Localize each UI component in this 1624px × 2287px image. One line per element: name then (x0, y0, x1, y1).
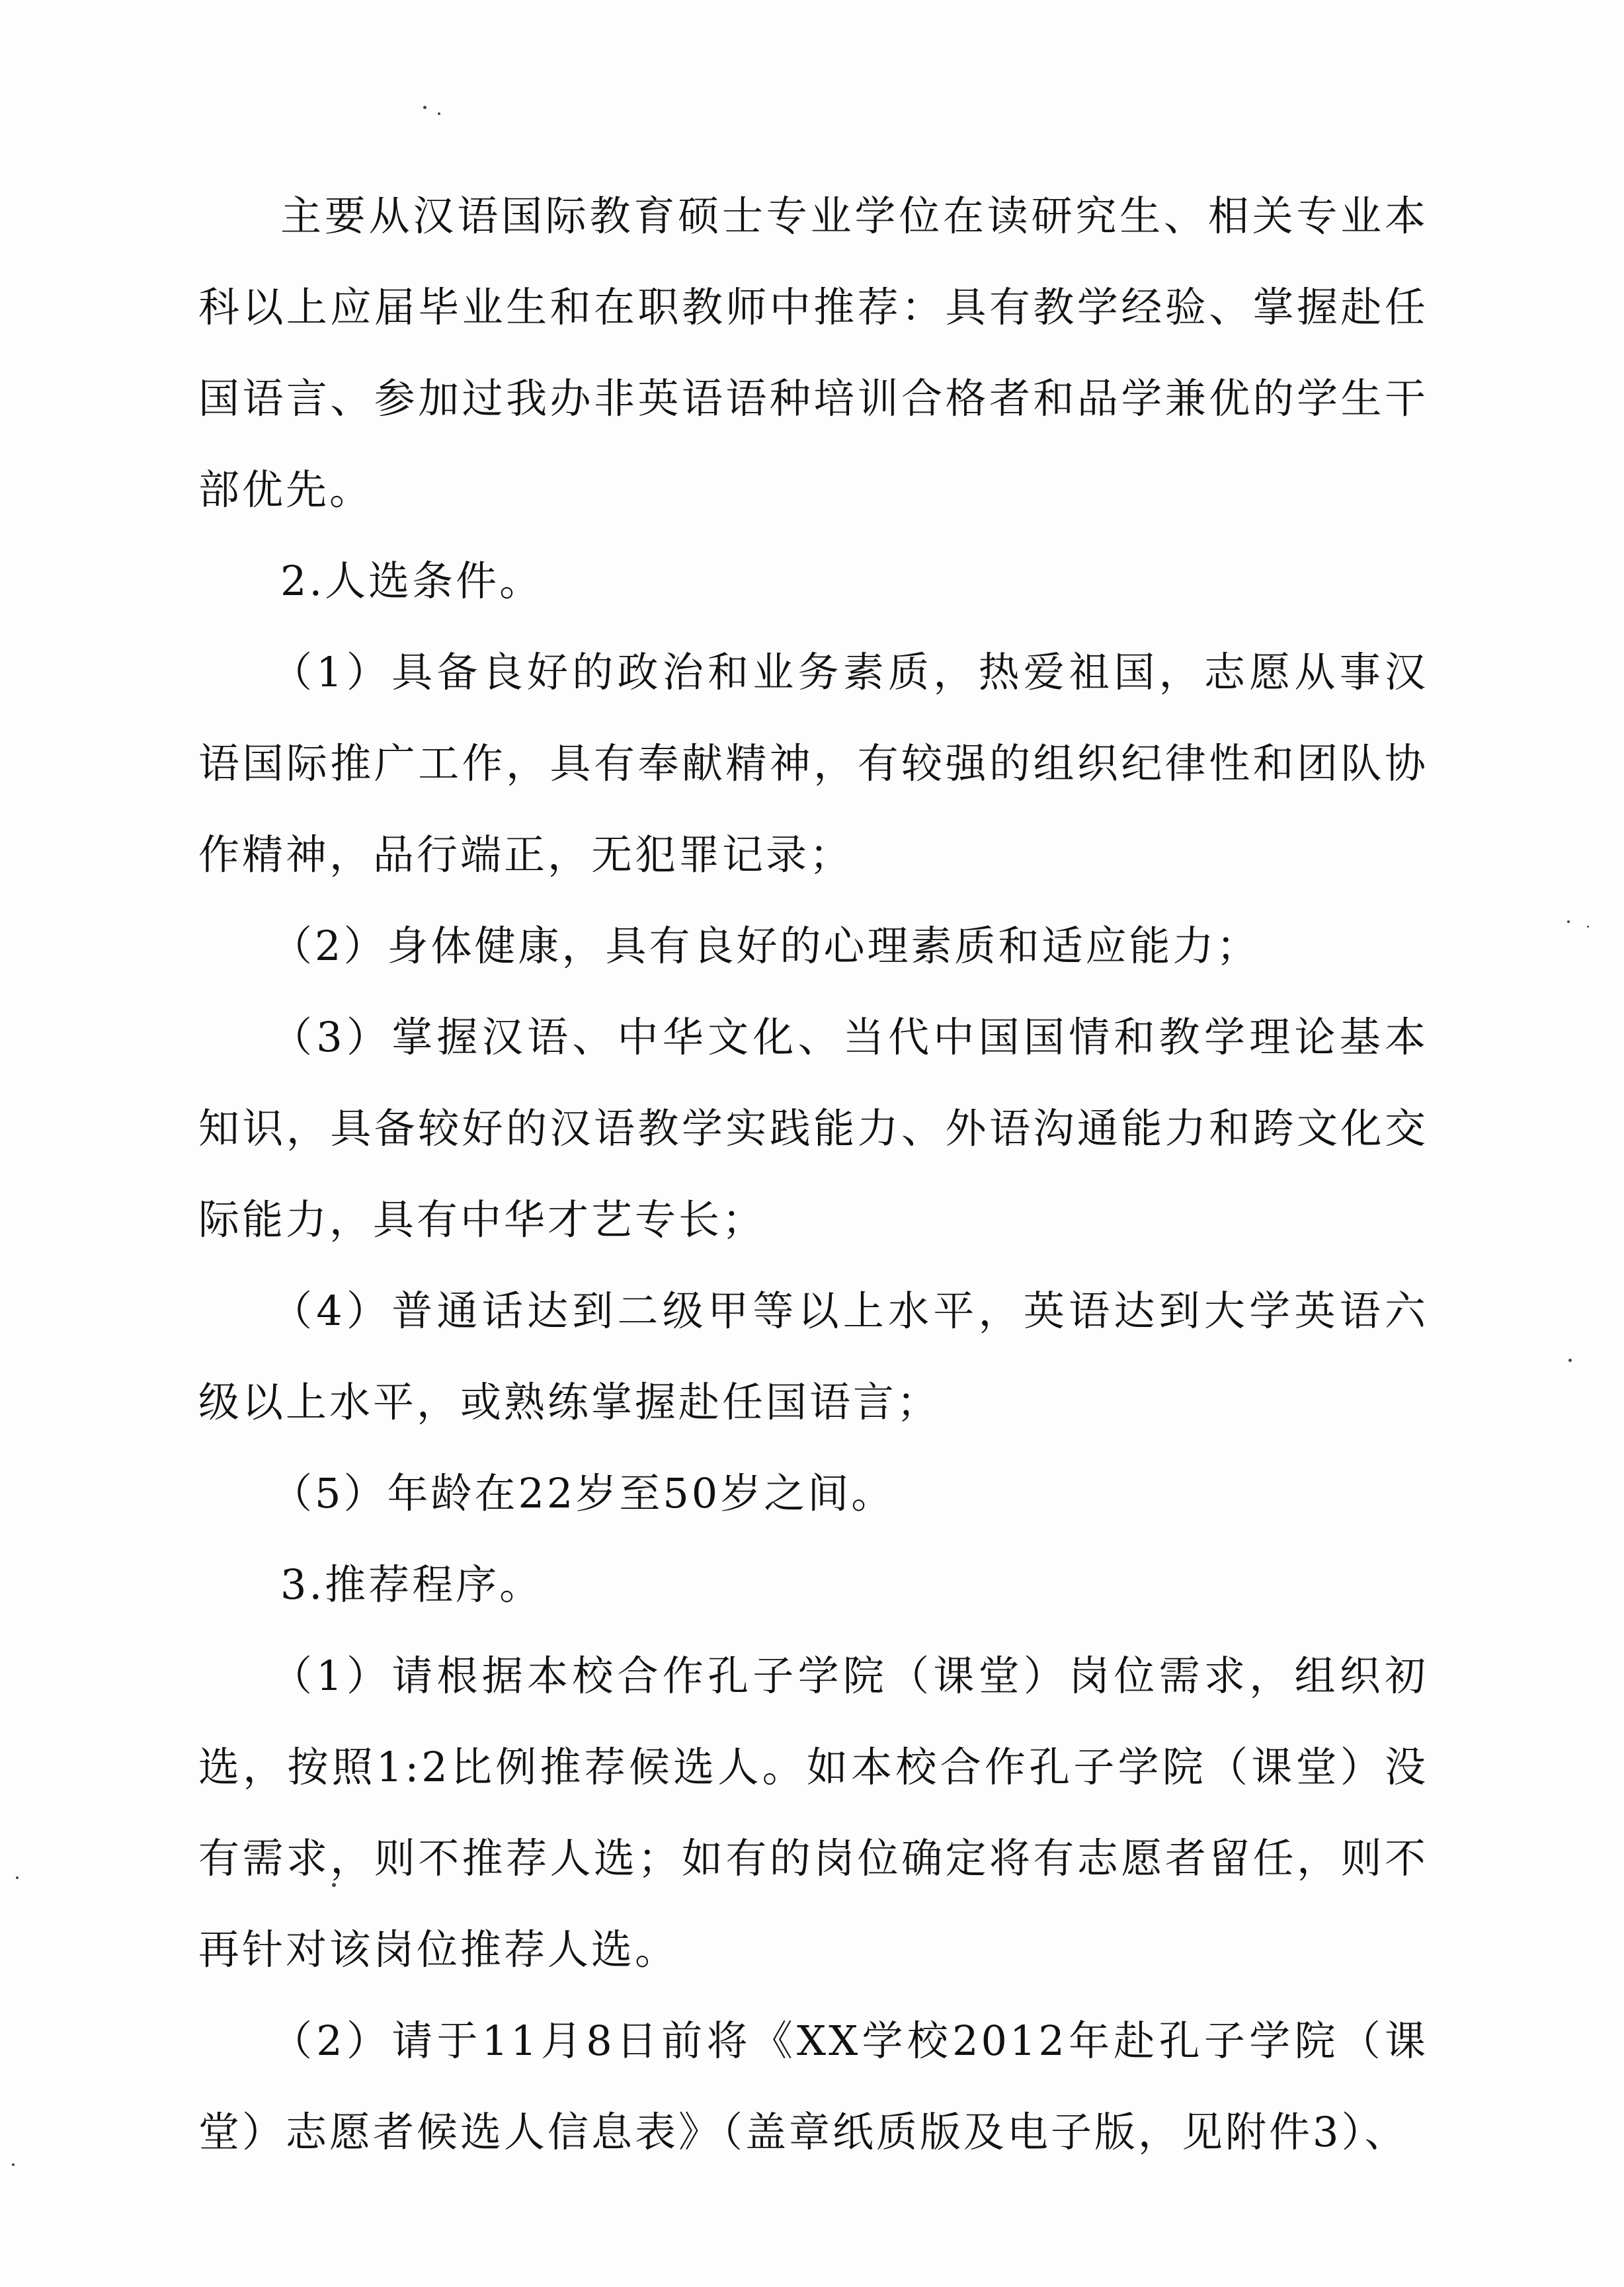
scan-speck (1587, 926, 1589, 928)
scan-speck (438, 112, 440, 115)
scan-speck (1567, 920, 1570, 923)
scan-speck (423, 106, 426, 109)
criteria-item-3: （3）掌握汉语、中华文化、当代中国国情和教学理论基本知识，具备较好的汉语教学实践能力、外语沟通能力和跨文化交际能力，具有中华才艺专长； (198, 1013, 1428, 1244)
document-body (198, 171, 1428, 2178)
procedure-item-2: （2）请于11月8日前将《XX学校2012年赴孔子学院（课堂）志愿者候选人信息表》（盖章纸质版及电子版，见附件3）、 (198, 2017, 1428, 2156)
procedure-item-1: （1）请根据本校合作孔子学院（课堂）岗位需求，组织初选，按照1:2比例推荐候选人。如本校合作孔子学院（课堂）没有需求，则不推荐人选；如有的岗位确定将有志愿者留任，则不再针对该岗位推荐人选。 (198, 1652, 1428, 1974)
scan-speck (332, 1883, 336, 1887)
scan-speck (12, 2163, 15, 2166)
criteria-item-2: （2）身体健康，具有良好的心理素质和适应能力； (271, 922, 1260, 970)
criteria-item-5: （5）年龄在22岁至50岁之间。 (271, 1469, 895, 1517)
scan-speck (16, 1876, 19, 1879)
heading-selection-criteria: 2.人选条件。 (280, 557, 544, 605)
scan-speck (1568, 1359, 1572, 1362)
criteria-item-4: （4）普通话达到二级甲等以上水平，英语达到大学英语六级以上水平，或熟练掌握赴任国语言； (198, 1287, 1428, 1426)
heading-recommendation-procedure: 3.推荐程序。 (280, 1560, 544, 1609)
criteria-item-1: （1）具备良好的政治和业务素质，热爱祖国，志愿从事汉语国际推广工作，具有奉献精神，有较强的组织纪律性和团队协作精神，品行端正，无犯罪记录； (198, 648, 1428, 879)
paragraph-recommendation-scope: 主要从汉语国际教育硕士专业学位在读研究生、相关专业本科以上应届毕业生和在职教师中推荐：具有教学经验、掌握赴任国语言、参加过我办非英语语种培训合格者和品学兼优的学生干部优先。 (198, 192, 1428, 514)
